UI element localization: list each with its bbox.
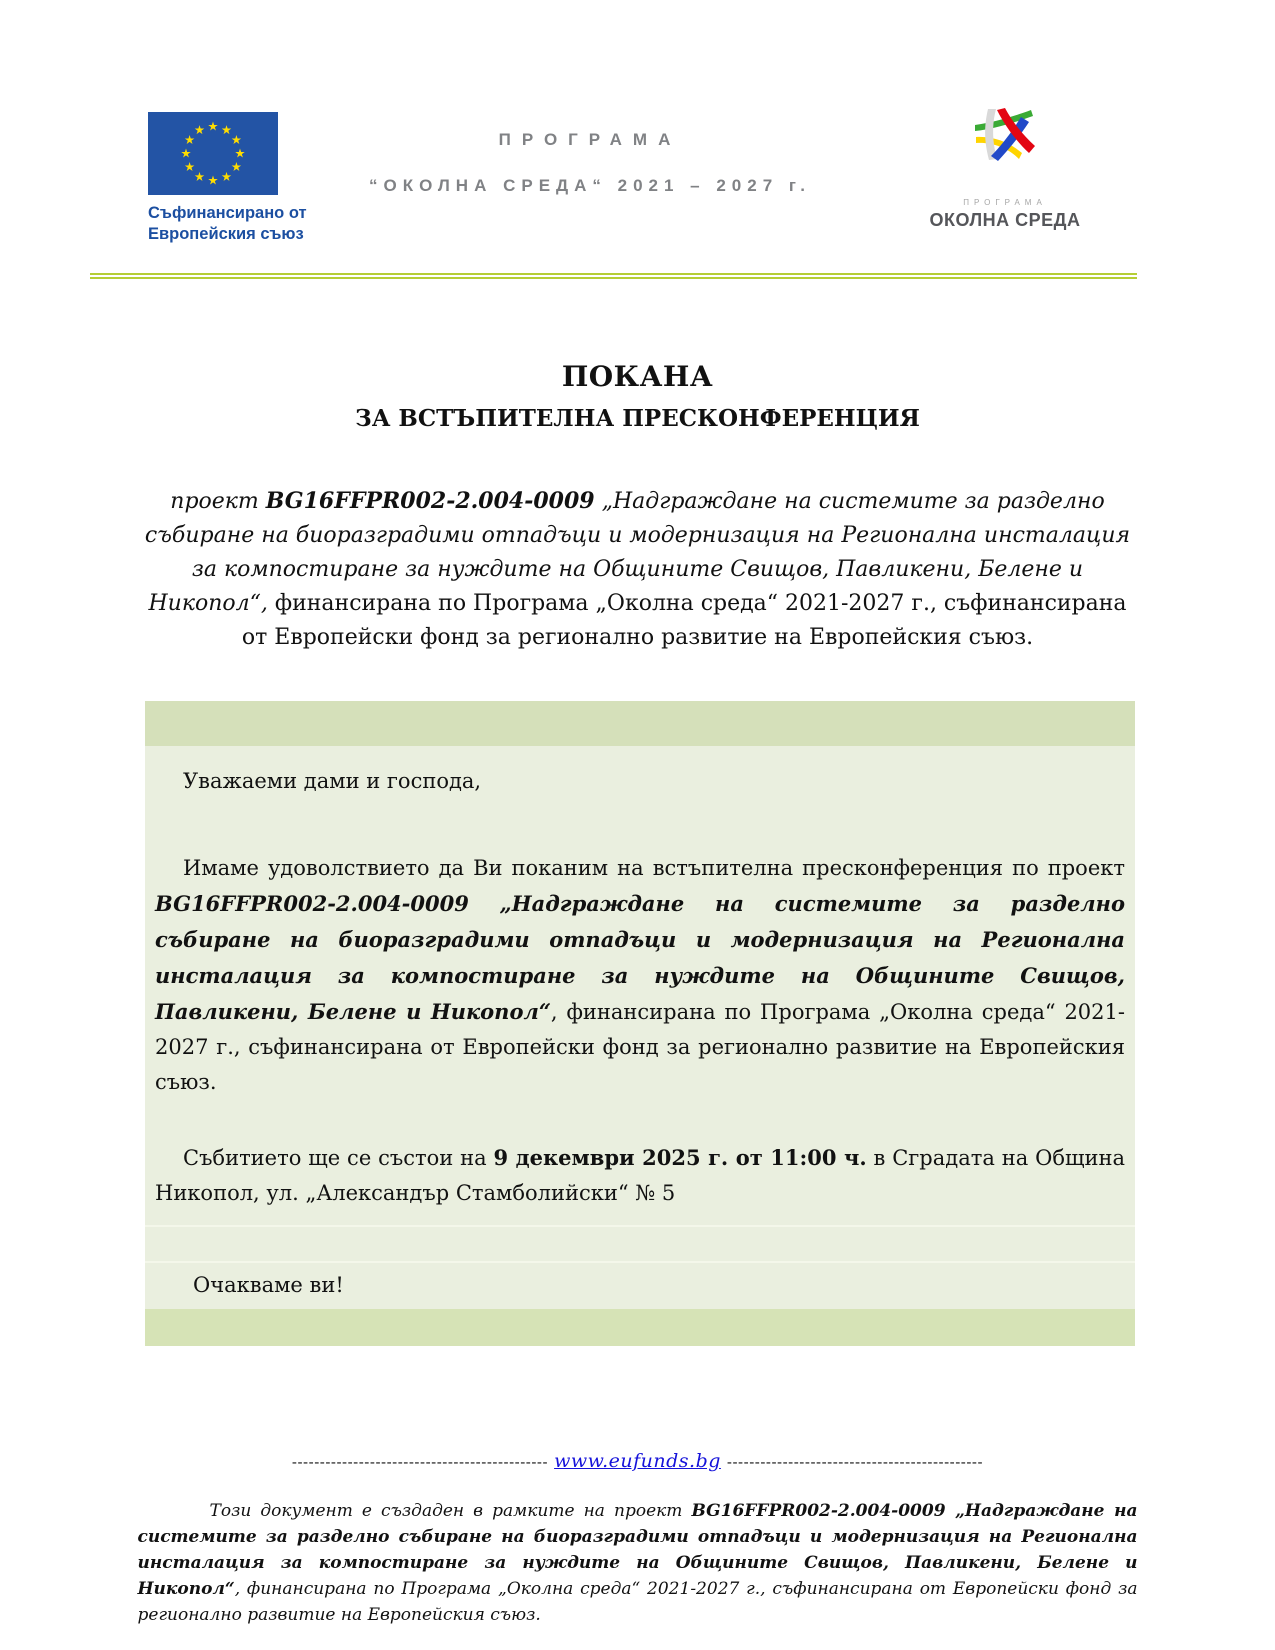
intro-project-code: BG16FFPR002-2.004-0009	[265, 488, 595, 514]
intro-lead: проект	[170, 489, 266, 514]
invitation-box	[145, 701, 1135, 1346]
invitation-project-code: BG16FFPR002-2.004-0009	[155, 891, 469, 916]
footnote-tail: , финансирана по Програма „Околна среда“ 2021-2027 г., съфинансирана от Европейски фонд за регионално развитие на Европейския съюз.	[137, 1579, 1138, 1625]
program-heading-line1: ПРОГРАМА	[498, 130, 682, 149]
intro-tail: финансирана по Програма „Околна среда“ 2021-2027 г., съфинансирана от Европейски фонд за регионално развитие на Европейския съюз.	[241, 591, 1127, 650]
invitation-lead: Имаме удоволствието да Ви поканим на встъпителна пресконференция по проект	[183, 856, 1125, 880]
footnote-project-name: „Надграждане на системите за разделно събиране на биоразградими отпадъци и модернизация на Регионална инсталация за компостиране за нуждите на Общините Свищов, Павликени, Белене и Никопол“	[137, 1501, 1138, 1599]
event-paragraph	[155, 1140, 1125, 1211]
eu-flag-icon	[148, 112, 278, 195]
program-heading-line2: “ОКОЛНА СРЕДА“ 2021 – 2027 г.	[368, 176, 812, 195]
invitation-paragraph	[155, 851, 1125, 1100]
eufunds-link[interactable]: www.eufunds.bg	[554, 1450, 721, 1472]
invitation-box-footer-band	[145, 1309, 1135, 1346]
page-subtitle: ЗА ВСТЪПИТЕЛНА ПРЕСКОНФЕРЕНЦИЯ	[355, 405, 920, 432]
footer-dashes-right: ----------------------------------------------	[726, 1453, 984, 1471]
environment-program-small-label: ПРОГРАМА	[963, 198, 1047, 207]
invitation-box-body	[145, 746, 1135, 1225]
event-location: в Сградата на Община Никопол, ул. „Александър Стамболийски“ № 5	[155, 1146, 1126, 1205]
eu-caption-line2: Европейския съюз	[148, 224, 304, 243]
eu-cofunding-block	[148, 112, 307, 244]
invitation-box-empty-row	[145, 1227, 1135, 1261]
invitation-tail: , финансирана по Програма „Околна среда“ 2021-2027 г., съфинансирана от Европейски фонд за регионално развитие на Европейския съюз.	[155, 1000, 1125, 1094]
invitation-box-header-band	[145, 701, 1135, 746]
closing-text: Очакваме ви!	[145, 1263, 1135, 1309]
greeting-text: Уважаеми дами и господа,	[183, 769, 482, 793]
footer-dashes-left: ----------------------------------------------	[291, 1453, 549, 1471]
environment-program-ribbons-icon	[925, 96, 1085, 196]
event-lead: Събитието ще се състои на	[183, 1146, 494, 1170]
footnote-paragraph	[138, 1498, 1138, 1628]
footer-divider-line	[0, 1450, 1275, 1472]
invitation-project-name: „Надграждане на системите за разделно събиране на биоразградими отпадъци и модернизация на Регионална инсталация за компостиране за нуждите на Общините Свищов, Павликени, Белене и Никопол“	[155, 891, 1125, 1024]
footnote-lead: Този документ е създаден в рамките на проект	[209, 1501, 692, 1521]
document-body	[0, 279, 1275, 1628]
page-title: ПОКАНА	[561, 360, 714, 393]
environment-program-title: ОКОЛНА СРЕДА	[929, 210, 1081, 230]
intro-paragraph	[133, 484, 1143, 655]
eu-caption-line1: Съфинансирано от	[148, 204, 307, 222]
intro-project-name: „Надграждане на системите за разделно събиране на биоразградими отпадъци и модернизация на Регионална инсталация за компостиране за нуждите на Общините Свищов, Павликени, Белене и Никопол“,	[144, 489, 1131, 616]
program-heading	[295, 130, 885, 196]
environment-program-logo	[920, 96, 1090, 231]
footnote-project-code: BG16FFPR002-2.004-0009	[691, 1501, 946, 1521]
event-datetime: 9 декември 2025 г. от 11:00 ч.	[493, 1145, 867, 1170]
